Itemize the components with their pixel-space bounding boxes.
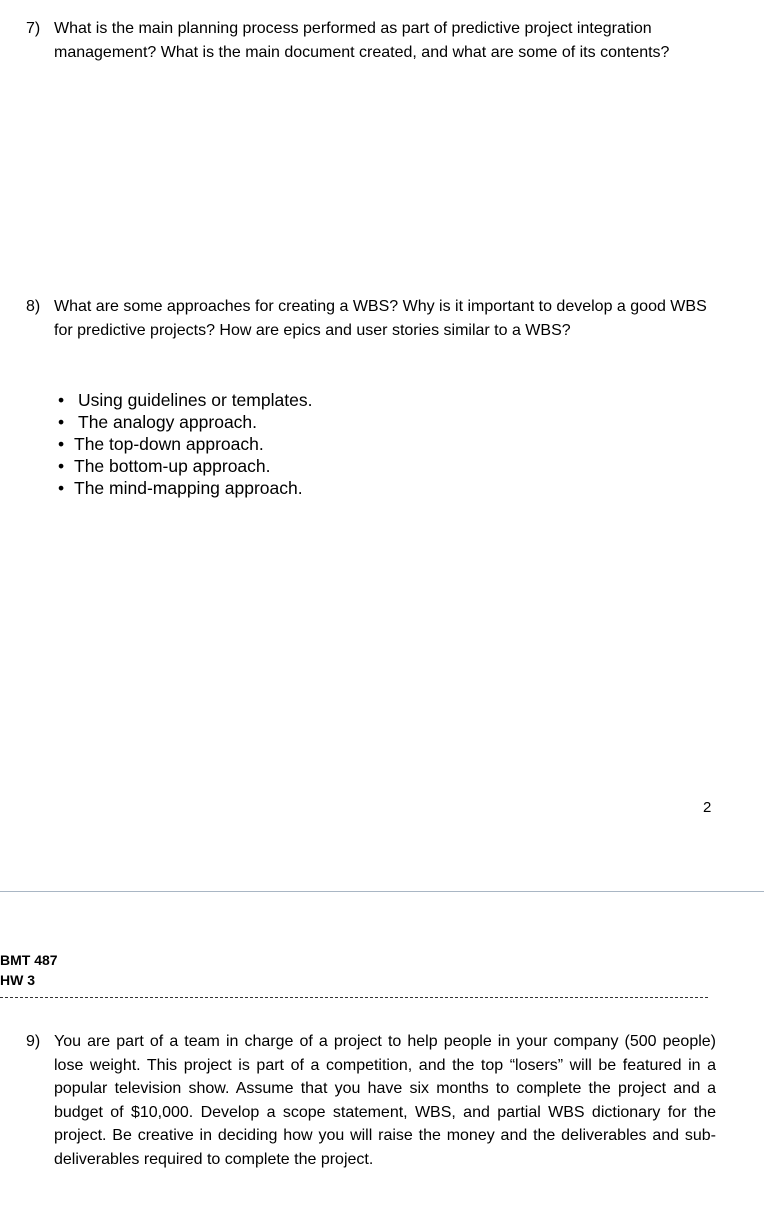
assignment-label: HW 3 [0, 972, 35, 988]
bullet-icon: • [58, 412, 65, 432]
dashed-separator [0, 997, 708, 998]
list-item: • The top-down approach. [58, 434, 264, 454]
page-number: 2 [703, 799, 712, 816]
course-header [0, 950, 58, 990]
question-9 [26, 1030, 716, 1171]
list-item: • The bottom-up approach. [58, 456, 271, 476]
question-text: What is the main planning process performed as part of predictive project integration management? What is the main document created, and what are some of its contents? [54, 20, 670, 61]
bullet-icon: • [58, 456, 65, 476]
question-8 [26, 295, 716, 342]
list-item: • The analogy approach. [58, 412, 258, 432]
course-code: BMT 487 [0, 952, 58, 968]
question-number: 8) [26, 298, 41, 315]
list-item: • Using guidelines or templates. [58, 390, 313, 410]
bullet-icon: • [58, 434, 65, 454]
question-number: 9) [26, 1033, 41, 1050]
page-divider [0, 891, 764, 892]
question-7 [26, 17, 716, 64]
answer-list [58, 389, 312, 499]
question-number: 7) [26, 20, 41, 37]
bullet-icon: • [58, 478, 65, 498]
question-text: You are part of a team in charge of a project to help people in your company (500 people) lose weight. This project is part of a competition, and the top “losers” will be featured in a popular television show. Assume that you have six months to complete the project and a budget of $10,000. Develop a scope statement, WBS, and partial WBS dictionary for the project. Be creative in deciding how you will raise the money and the deliverables and sub-deliverables required to complete the project. [54, 1033, 716, 1168]
bullet-icon: • [58, 390, 65, 410]
list-item: • The mind-mapping approach. [58, 478, 303, 498]
question-text: What are some approaches for creating a WBS? Why is it important to develop a good WBS for predictive projects? How are epics and user stories similar to a WBS? [54, 298, 707, 339]
